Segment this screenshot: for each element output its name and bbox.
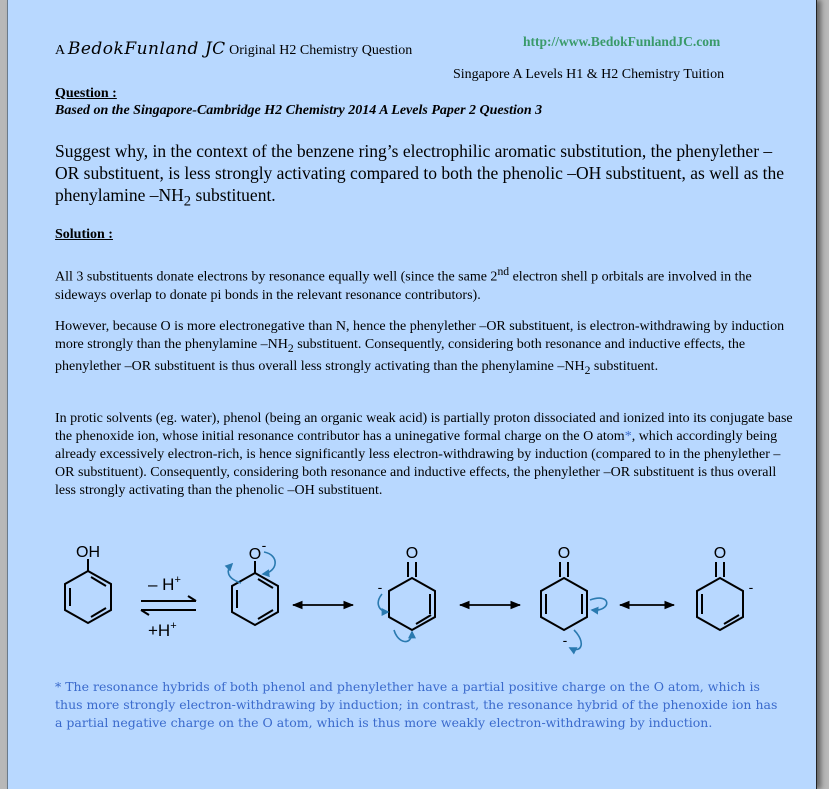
- question-source: Based on the Singapore-Cambridge H2 Chemistry 2014 A Levels Paper 2 Question 3: [55, 103, 543, 118]
- negative-charge: -: [377, 579, 383, 595]
- resonance-contributor-4: [697, 562, 743, 630]
- paragraph-text: All 3 substituents donate electrons by resonance equally well (since the same 2: [55, 269, 498, 285]
- website-url[interactable]: http://www.BedokFunlandJC.com: [523, 34, 721, 49]
- oxygen-label: O: [557, 545, 571, 562]
- minus-h-label: – H+: [148, 574, 181, 594]
- subscript: 2: [183, 193, 192, 210]
- header-prefix: A: [55, 43, 65, 58]
- curly-arrow: [228, 564, 241, 583]
- resonance-contributor-2: [389, 562, 435, 630]
- curly-arrow: [394, 630, 412, 642]
- subscript: 2: [584, 363, 591, 377]
- curly-arrow: [570, 630, 581, 650]
- document-page: [7, 0, 817, 789]
- question-text: [55, 140, 795, 213]
- curly-arrow: [263, 552, 275, 574]
- header-subtitle: Original H2 Chemistry Question: [229, 43, 413, 58]
- paragraph-text: , which accordingly being already excessively electron-rich, is hence significantly less electron-withdrawing by induction (compared to in the phenylether –OR substituent). Consequently, considering both resonance and inductive effects, the phenylether –OR substituent is thus overall less strongly activating than the phenolic –OH substituent.: [55, 429, 781, 498]
- superscript: nd: [497, 265, 510, 278]
- curly-arrow: [590, 598, 607, 610]
- footnote: * The resonance hybrids of both phenol and phenylether have a partial positive charge on the O atom, which is thus more strongly electron-withdrawing by induction; in contrast, the resonance hybrid of the phenoxide ion has a partial negative charge on the O atom, which is thus more weakly electron-withdrawing by induction.: [55, 679, 778, 730]
- question-text-part: substituent.: [191, 185, 276, 205]
- negative-charge: -: [562, 632, 568, 648]
- tuition-line: Singapore A Levels H1 & H2 Chemistry Tuition: [453, 67, 725, 82]
- curly-arrow: [378, 594, 388, 612]
- solution-paragraph-3: [55, 410, 795, 500]
- oxygen-label: O: [405, 545, 419, 562]
- solution-paragraph-2: [55, 318, 795, 380]
- paragraph-text: substituent.: [590, 358, 659, 374]
- paragraph-text: substituent. Consequently, considering both resonance and inductive effects, the phenylether –OR substituent is thus overall less strongly activating than the phenylamine –NH: [55, 337, 746, 374]
- school-logo: BedokFunland JC: [67, 39, 226, 59]
- paragraph-text: In protic solvents (eg. water), phenol (being an organic weak acid) is partially proton dissociated and ionized into its conjugate base the phenoxide ion, whose initial resonance contributor has a uninegative formal charge on the O atom: [55, 411, 793, 444]
- oxygen-label: O: [713, 545, 727, 562]
- question-text-part: Suggest why, in the context of the benzene ring’s electrophilic aromatic substitution, the phenylether –OR substituent, is less strongly activating compared to both the phenolic –OH substituent, as well as the phenylamine –NH: [55, 141, 785, 205]
- phenoxide-resonance-diagram: [8, 530, 816, 670]
- header-title: [55, 39, 412, 59]
- question-heading: Question :: [55, 86, 117, 101]
- solution-paragraph-1: [55, 263, 795, 305]
- footnote-marker: *: [624, 429, 632, 444]
- subscript: 2: [287, 341, 294, 355]
- phenol-molecule: [65, 559, 111, 623]
- paragraph-text: However, because O is more electronegative than N, hence the phenylether –OR substituent, is electron-withdrawing by induction more strongly than the phenylamine –NH: [55, 319, 785, 352]
- oh-label: OH: [76, 544, 100, 561]
- resonance-contributor-3: [541, 562, 587, 630]
- negative-charge: -: [261, 537, 267, 553]
- solution-heading: Solution :: [55, 227, 113, 242]
- oxygen-label: O: [248, 546, 262, 563]
- negative-charge: -: [748, 579, 754, 595]
- paragraph-text: electron shell p orbitals are involved in the sideways overlap to donate pi bonds in the relevant resonance contributors).: [55, 269, 752, 303]
- equilibrium-arrows: [141, 596, 196, 615]
- plus-h-label: +H+: [148, 620, 177, 640]
